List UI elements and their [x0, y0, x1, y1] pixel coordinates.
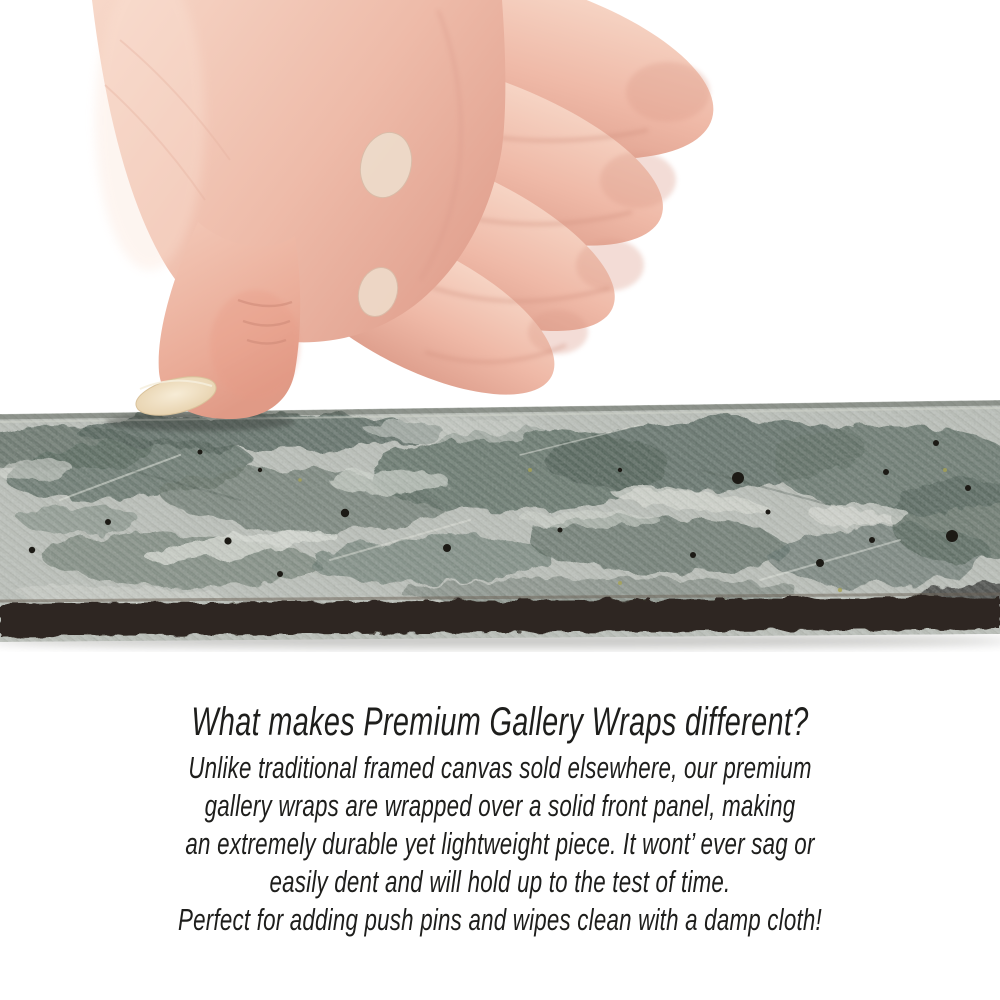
body-line-1: Unlike traditional framed canvas sold elsewhere, our premium [188, 750, 812, 785]
canvas-strip [0, 398, 1000, 644]
copy-block [140, 699, 860, 939]
body-line-3: an extremely durable yet lightweight piece. It wont’ ever sag or [185, 826, 815, 861]
body-line-2: gallery wraps are wrapped over a solid front panel, making [204, 788, 796, 823]
section-heading: What makes Premium Gallery Wraps different? [191, 700, 809, 744]
thumb-contact-shadow [105, 413, 295, 431]
hand-photo [92, 0, 735, 430]
body-line-5: Perfect for adding push pins and wipes clean with a damp cloth! [178, 902, 822, 937]
body-line-4: easily dent and will hold up to the test of time. [269, 864, 731, 899]
